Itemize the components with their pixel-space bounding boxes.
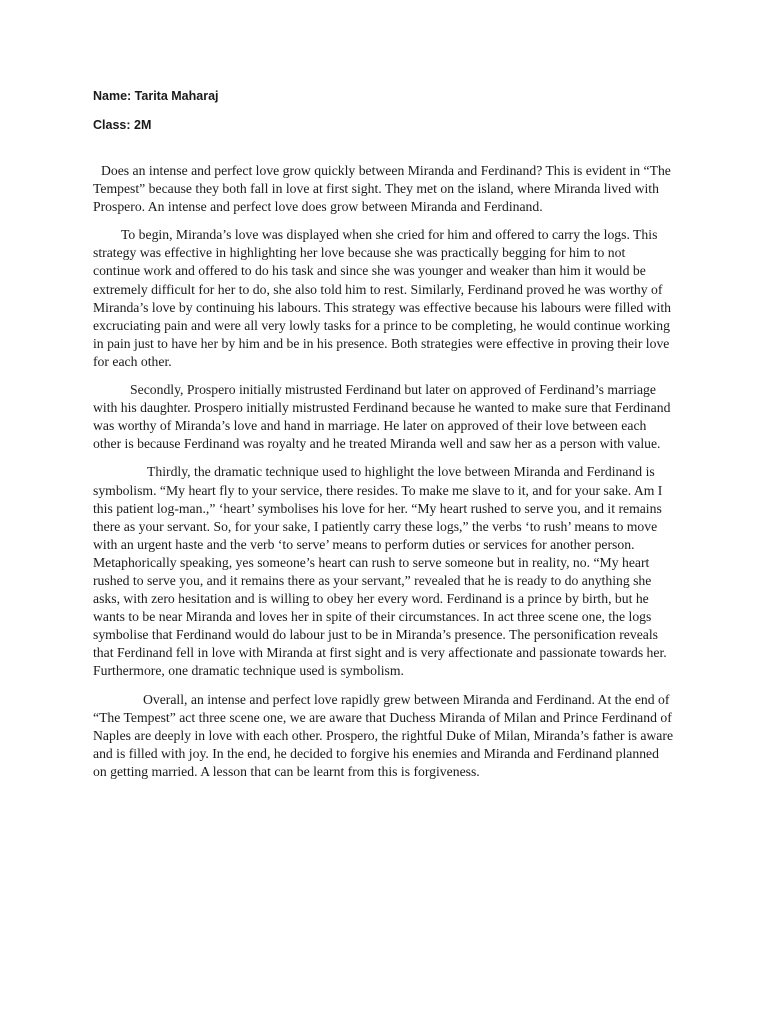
essay-paragraph-second-point: Secondly, Prospero initially mistrusted Ferdinand but later on approved of Ferdinand’s marriage with his daughter. Prospero initially mistrusted Ferdinand because he wanted to make sure that Ferdinand was worthy of Miranda’s love and hand in marriage. He later on approved of their love between each other is because Ferdinand was royalty and he treated Miranda well and saw her as a person with value. xyxy=(93,382,671,452)
essay-paragraph-third-point: Thirdly, the dramatic technique used to highlight the love between Miranda and Ferdinand is symbolism. “My heart fly to your service, there resides. To make me slave to it, and for your sake. Am I this patient log-man.,” ‘heart’ symbolises his love for her. “My heart rushed to serve you, and it remains there as your servant. So, for your sake, I patiently carry these logs,” the verbs ‘to rush’ means to move with an urgent haste and the verb ‘to serve’ means to perform duties or services for another person. Metaphorically speaking, yes someone’s heart can rush to serve someone but in reality, no. “My heart rushed to serve you, and it remains there as your servant,” revealed that he is ready to do anything she asks, with zero hesitation and is willing to obey her every word. Ferdinand is a prince by birth, but he wants to be near Miranda and loves her in spite of their circumstances. In act three scene one, the logs symbolise that Ferdinand would do labour just to be in Miranda’s presence. The personification reveals that Ferdinand fell in love with Miranda at first sight and is very affectionate and passionate towards her. Furthermore, one dramatic technique used is symbolism. xyxy=(93,464,667,679)
essay-paragraph-first-point: To begin, Miranda’s love was displayed when she cried for him and offered to carry the logs. This strategy was effective in highlighting her love because she was practically begging for him to not continue work and offered to do his task and since she was younger and weaker than him it would be extremely difficult for her to do, she also told him to rest. Similarly, Ferdinand proved he was worthy of Miranda’s love by continuing his labours. This strategy was effective because his labours were filled with excruciating pain and were all very lowly tasks for a prince to be completing, he would continue working in pain just to have her by him and be in his presence. Both strategies were effective in proving their love for each other. xyxy=(93,227,672,369)
student-class: Class: 2M xyxy=(93,118,152,132)
essay-paragraph-introduction: Does an intense and perfect love grow quickly between Miranda and Ferdinand? This is evident in “The Tempest” because they both fall in love at first sight. They met on the island, where Miranda lived with Prospero. An intense and perfect love does grow between Miranda and Ferdinand. xyxy=(93,163,671,215)
student-name: Name: Tarita Maharaj xyxy=(93,89,219,103)
essay-paragraph-conclusion: Overall, an intense and perfect love rapidly grew between Miranda and Ferdinand. At the end of “The Tempest” act three scene one, we are aware that Duchess Miranda of Milan and Prince Ferdinand of Naples are deeply in love with each other. Prospero, the rightful Duke of Milan, Miranda’s father is aware and is filled with joy. In the end, he decided to forgive his enemies and Miranda and Ferdinand planned on getting married. A lesson that can be learnt from this is forgiveness. xyxy=(93,691,674,779)
essay-body xyxy=(93,162,673,781)
